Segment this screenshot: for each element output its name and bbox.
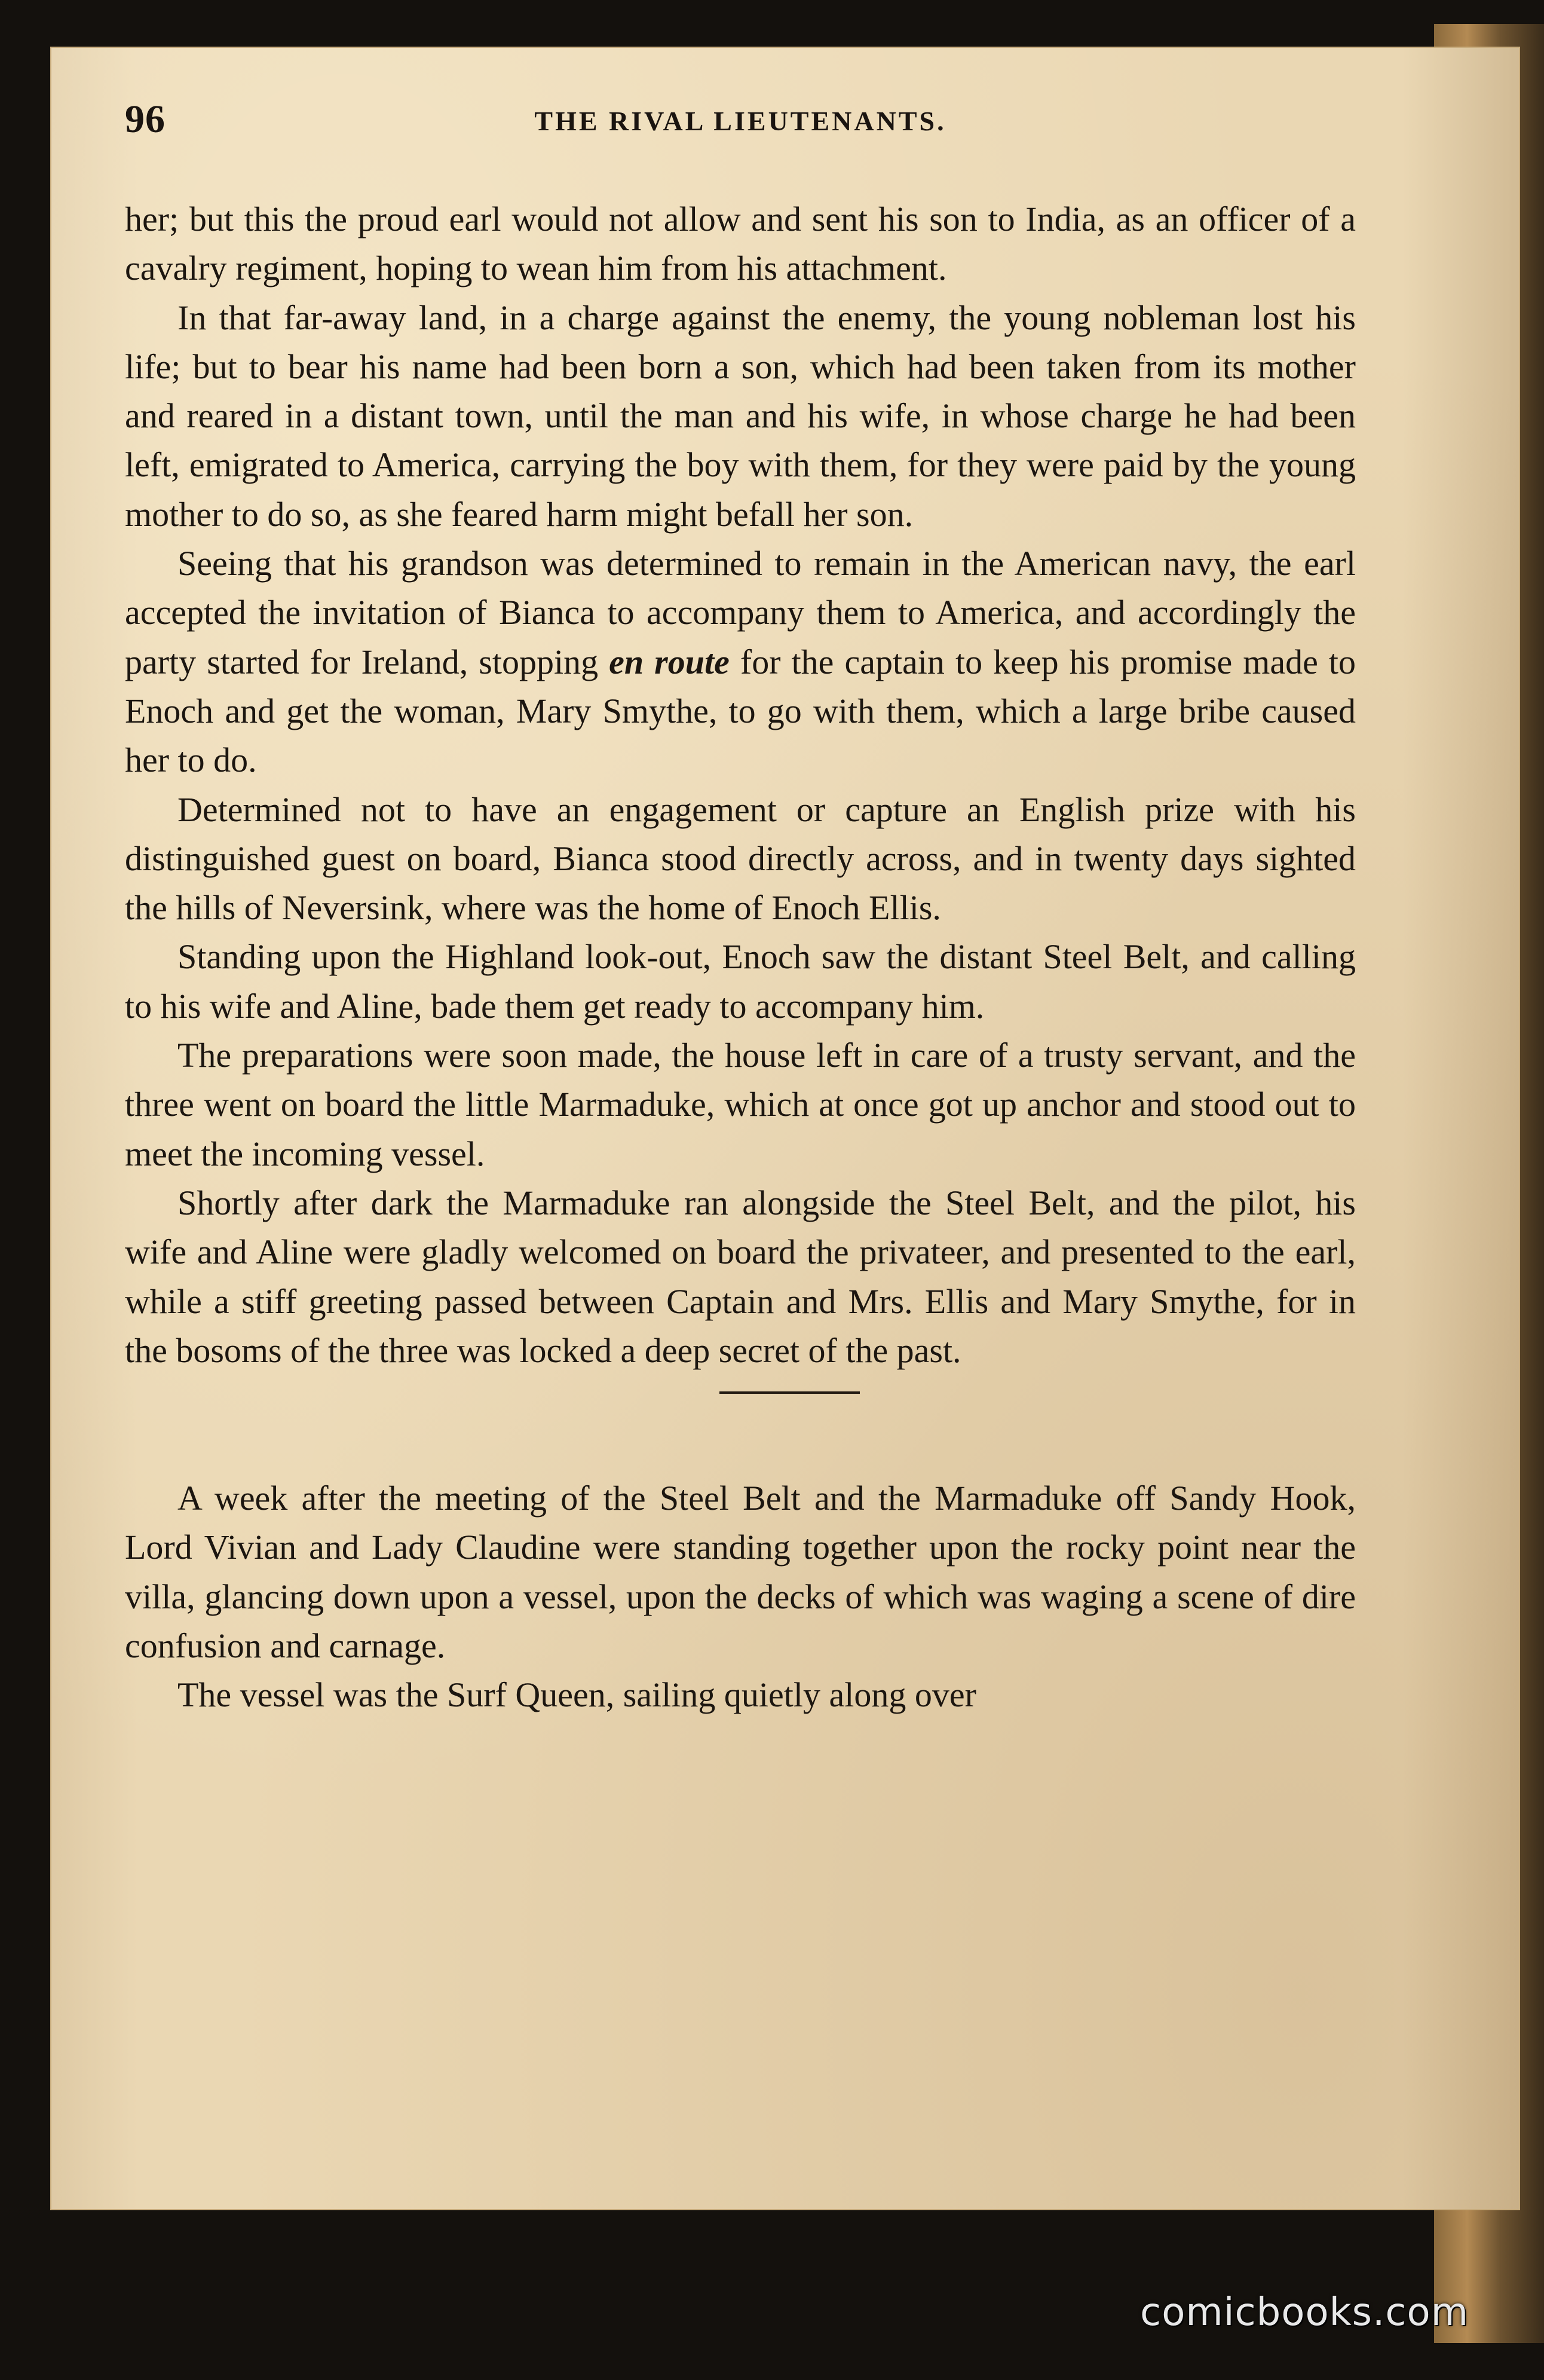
page-number: 96 [125, 97, 166, 141]
paragraph: Standing upon the Highland look-out, Enoch saw the distant Steel Belt, and calling to his wife and Aline, bade them get ready to accompany him. [125, 937, 1356, 1026]
italic-phrase: en route [609, 642, 730, 681]
paragraph: In that far-away land, in a charge against the enemy, the young nobleman lost his life; but to bear his name had been born a son, which had been taken from its mother and reared in a distant town, until the man and his wife, in whose charge he had been left, emigrated to America, carrying the boy with them, for they were paid by the young mother to do so, as she feared harm might befall her son. [125, 298, 1356, 534]
section-divider [125, 1375, 1356, 1474]
body-text [125, 195, 1356, 1720]
paragraph [125, 539, 1356, 785]
paragraph-text: Seeing that his grandson was determined to remain in the American navy, the earl accepted the invitation of Bianca to accompany them to America, and accordingly the party started for Ireland, stopping [125, 544, 1356, 681]
divider-rule [719, 1391, 860, 1394]
paragraph: The vessel was the Surf Queen, sailing quietly along over [177, 1675, 976, 1715]
paragraph-text: for the captain to keep his promise made to Enoch and get the woman, Mary Smythe, to go with them, which a large bribe caused her to do. [125, 642, 1356, 780]
paragraph: The preparations were soon made, the house left in care of a trusty servant, and the three went on board the little Marmaduke, which at once got up anchor and stood out to meet the incoming vessel. [125, 1036, 1356, 1173]
site-watermark: comicbooks.com [1140, 2290, 1469, 2335]
paragraph: A week after the meeting of the Steel Belt and the Marmaduke off Sandy Hook, Lord Vivian and Lady Claudine were standing together upon the rocky point near the villa, glancing down upon a vessel, upon the decks of which was waging a scene of dire confusion and carnage. [125, 1479, 1356, 1666]
running-head: THE RIVAL LIEUTENANTS. [534, 106, 946, 136]
paragraph: Determined not to have an engagement or capture an English prize with his distinguished guest on board, Bianca stood directly across, and in twenty days sighted the hills of Neversink, where was the home of Enoch Ellis. [125, 790, 1356, 928]
book-page [50, 47, 1520, 2210]
paragraph: her; but this the proud earl would not allow and sent his son to India, as an officer of a cavalry regiment, hoping to wean him from his attachment. [125, 200, 1356, 288]
page-header [125, 94, 1356, 160]
paragraph: Shortly after dark the Marmaduke ran alongside the Steel Belt, and the pilot, his wife and Aline were gladly welcomed on board the privateer, and presented to the earl, while a stiff greeting passed between Captain and Mrs. Ellis and Mary Smythe, for in the bosoms of the three was locked a deep secret of the past. [125, 1183, 1356, 1370]
